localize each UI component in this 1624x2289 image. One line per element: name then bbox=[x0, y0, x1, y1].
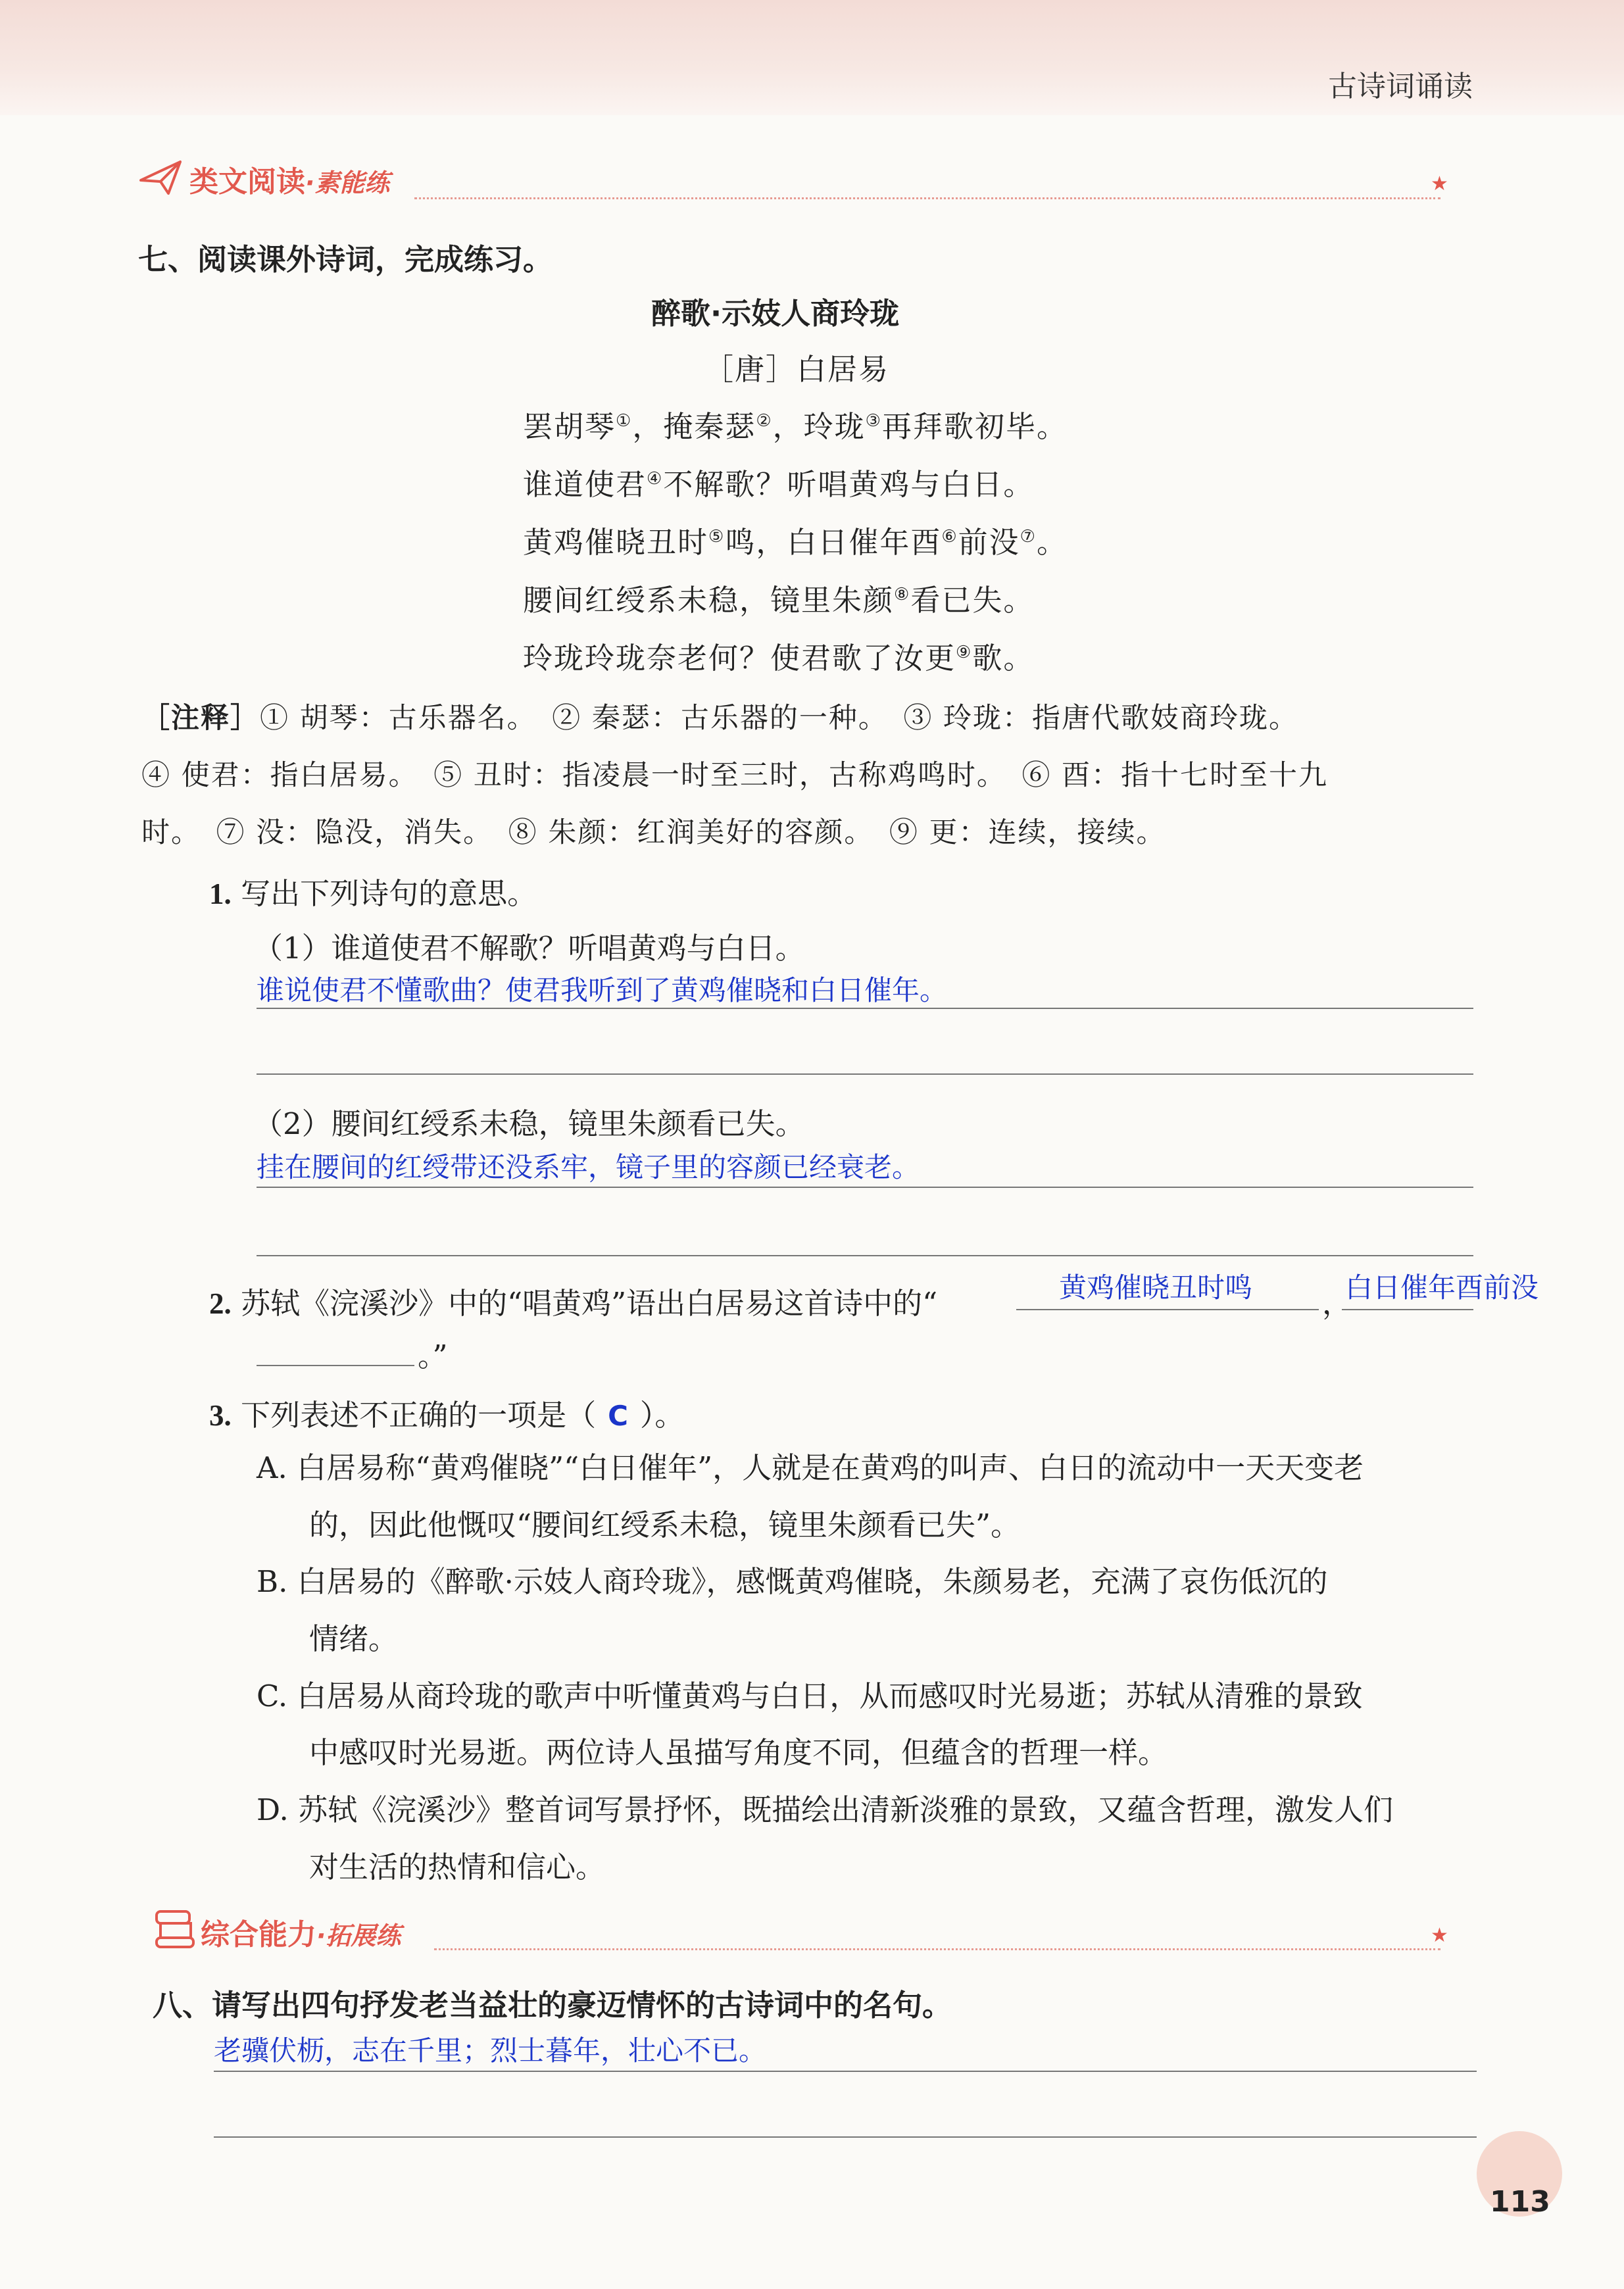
poem-line-5: 玲珑玲珑奈老何？使君歌了汝更⑨歌。 bbox=[523, 641, 1035, 676]
subquestion-2-end: 。” bbox=[418, 1339, 448, 1373]
poem-line-1: 罢胡琴①，掩秦瑟②，玲珑③再拜歌初毕。 bbox=[523, 409, 1068, 444]
option-b-line-2: 情绪。 bbox=[309, 1621, 399, 1656]
answer-line bbox=[214, 2071, 1477, 2072]
poem-line-4: 腰间红绶系未稳，镜里朱颜⑧看已失。 bbox=[523, 583, 1035, 618]
notes-label: ［注释］ bbox=[141, 702, 260, 735]
fill-blank-line bbox=[257, 1365, 414, 1366]
option-c-line-1: C. 白居易从商玲珑的歌声中听懂黄鸡与白日，从而感叹时光易逝；苏轼从清雅的景致 bbox=[257, 1679, 1363, 1713]
page-number: 113 bbox=[1490, 2185, 1550, 2219]
answer-line bbox=[257, 1187, 1473, 1188]
poem-author: ［唐］白居易 bbox=[704, 352, 890, 387]
section-divider bbox=[414, 197, 1440, 199]
subquestion-2-answer-2[interactable]: 白日催年酉前没 bbox=[1345, 1271, 1539, 1304]
question-8-answer[interactable]: 老骥伏枥，志在千里；烈士暮年，壮心不已。 bbox=[214, 2034, 767, 2067]
subquestion-1b-prompt: （2）腰间红绶系未稳，镜里朱颜看已失。 bbox=[253, 1106, 805, 1141]
fill-blank-line bbox=[1342, 1309, 1473, 1310]
option-b-line-1: B. 白居易的《醉歌·示妓人商玲珑》，感慨黄鸡催晓，朱颜易老，充满了哀伤低沉的 bbox=[257, 1564, 1328, 1599]
question-7-heading: 七、阅读课外诗词，完成练习。 bbox=[138, 242, 553, 277]
notes-line-1: ［注释］① 胡琴：古乐器名。 ② 秦瑟：古乐器的一种。 ③ 玲珑：指唐代歌妓商玲珑。 bbox=[141, 702, 1299, 735]
section-reading-title bbox=[189, 158, 389, 200]
subquestion-2-comma: ， bbox=[1322, 1286, 1352, 1321]
notes-line-3: 时。 ⑦ 没：隐没，消失。 ⑧ 朱颜：红润美好的容颜。 ⑨ 更：连续，接续。 bbox=[141, 816, 1166, 849]
subquestion-1a-answer[interactable]: 谁说使君不懂歌曲？使君我听到了黄鸡催晓和白日催年。 bbox=[257, 974, 948, 1006]
option-d-line-2: 对生活的热情和信心。 bbox=[309, 1850, 606, 1884]
poem-line-2: 谁道使君④不解歌？听唱黄鸡与白日。 bbox=[523, 467, 1035, 502]
section-reading-sub: ·素能练 bbox=[305, 168, 390, 197]
subquestion-2-answer-1[interactable]: 黄鸡催晓丑时鸣 bbox=[1059, 1271, 1253, 1304]
scroll-book-icon bbox=[153, 1908, 199, 1954]
subquestion-3-answer[interactable]: C bbox=[608, 1400, 628, 1432]
section-divider bbox=[434, 1948, 1440, 1950]
answer-line bbox=[257, 1255, 1473, 1256]
fill-blank-line bbox=[1016, 1309, 1319, 1310]
answer-line bbox=[257, 1073, 1473, 1075]
subquestion-1a-prompt: （1）谁道使君不解歌？听唱黄鸡与白日。 bbox=[253, 931, 805, 966]
question-8-heading: 八、请写出四句抒发老当益壮的豪迈情怀的古诗词中的名句。 bbox=[153, 1988, 952, 2023]
running-header-title: 古诗词诵读 bbox=[1328, 70, 1473, 103]
subquestion-1: 1. 写出下列诗句的意思。 bbox=[209, 876, 537, 911]
section-extension-label: 综合能力 bbox=[201, 1918, 316, 1952]
poem-line-3: 黄鸡催晓丑时⑤鸣，白日催年酉⑥前没⑦。 bbox=[523, 525, 1068, 560]
subquestion-3: 3. 下列表述不正确的一项是（ C ）。 bbox=[209, 1398, 685, 1433]
section-extension-title bbox=[201, 1911, 401, 1953]
answer-line bbox=[214, 2136, 1477, 2138]
subquestion-1b-answer[interactable]: 挂在腰间的红绶带还没系牢，镜子里的容颜已经衰老。 bbox=[257, 1151, 920, 1183]
paper-plane-icon bbox=[138, 158, 184, 200]
poem-title: 醉歌·示妓人商玲珑 bbox=[651, 296, 900, 331]
subquestion-2: 2. 苏轼《浣溪沙》中的“唱黄鸡”语出白居易这首诗中的“ bbox=[209, 1286, 938, 1321]
section-extension-sub: ·拓展练 bbox=[316, 1921, 401, 1950]
answer-line bbox=[257, 1008, 1473, 1009]
star-icon: ★ bbox=[1431, 1924, 1448, 1947]
notes-line-2: ④ 使君：指白居易。 ⑤ 丑时：指凌晨一时至三时，古称鸡鸣时。 ⑥ 酉：指十七时至十九 bbox=[141, 759, 1329, 792]
star-icon: ★ bbox=[1431, 172, 1448, 195]
section-reading-label: 类文阅读 bbox=[189, 165, 305, 199]
option-d-line-1: D. 苏轼《浣溪沙》整首词写景抒怀，既描绘出清新淡雅的景致，又蕴含哲理，激发人们 bbox=[257, 1792, 1394, 1827]
option-a-line-2: 的，因此他慨叹“腰间红绶系未稳，镜里朱颜看已失”。 bbox=[309, 1508, 1021, 1542]
option-a-line-1: A. 白居易称“黄鸡催晓”“白日催年”，人就是在黄鸡的叫声、白日的流动中一天天变老 bbox=[257, 1450, 1364, 1485]
option-c-line-2: 中感叹时光易逝。两位诗人虽描写角度不同，但蕴含的哲理一样。 bbox=[309, 1735, 1168, 1770]
